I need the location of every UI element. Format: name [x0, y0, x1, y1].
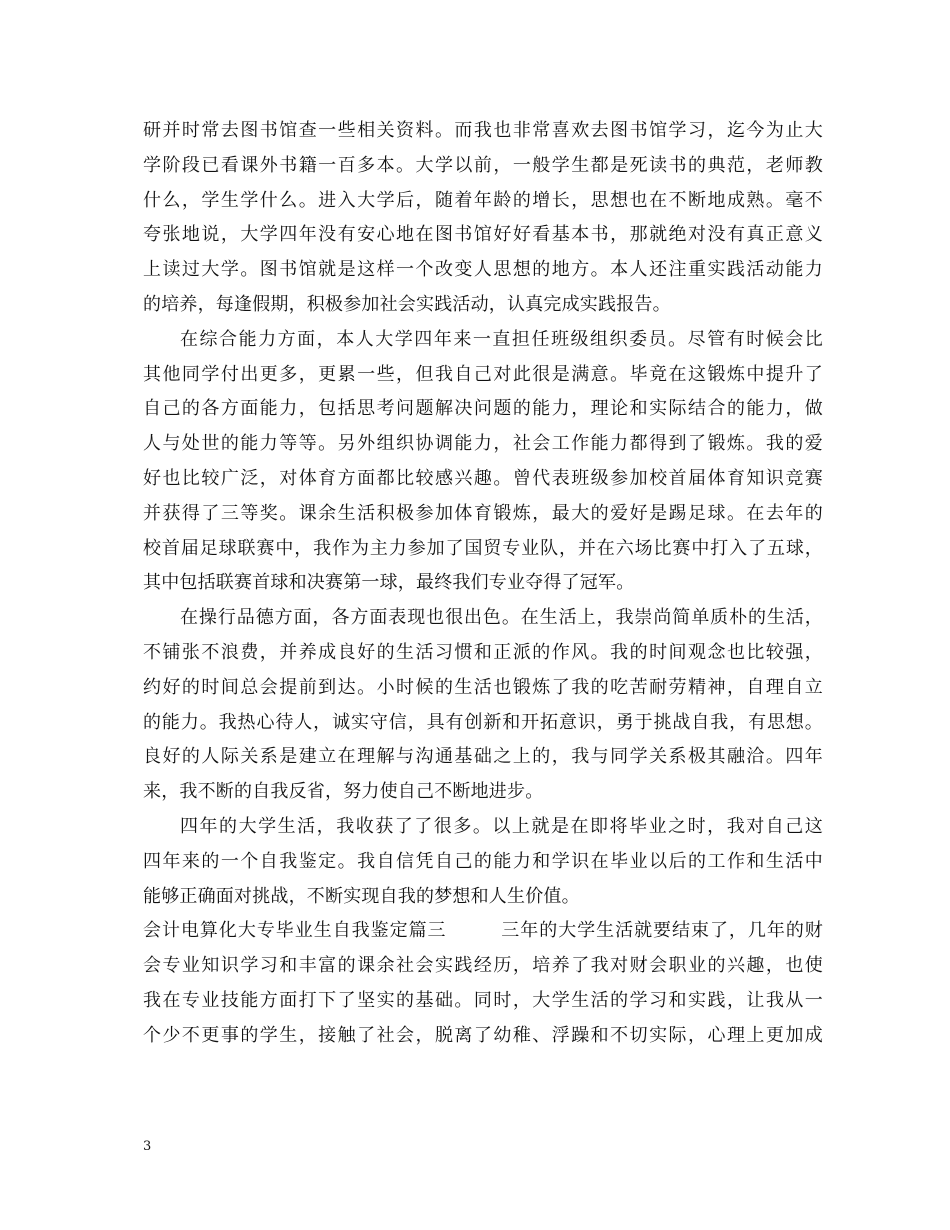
paragraph-first-line: 四年的大学生活，我收获了了很多。以上就是在即将毕业之时，我对自己这: [180, 815, 823, 837]
text-line: 好也比较广泛，对体育方面都比较感兴趣。曾代表班级参加校首届体育知识竞赛: [143, 467, 823, 489]
paragraph-first-line: 在综合能力方面，本人大学四年来一直担任班级组织委员。尽管有时候会比: [180, 328, 823, 350]
section-heading: 会计电算化大专毕业生自我鉴定篇三: [143, 920, 447, 942]
paragraph-first-line: 在操行品德方面，各方面表现也很出色。在生活上，我崇尚简单质朴的生活，: [180, 607, 823, 629]
text-line: 良好的人际关系是建立在理解与沟通基础之上的，我与同学关系极其融洽。四年: [143, 746, 823, 768]
text-line: 自己的各方面能力，包括思考问题解决问题的能力，理论和实际结合的能力，做: [143, 398, 823, 420]
text-line: 其中包括联赛首球和决赛第一球，最终我们专业夺得了冠军。: [143, 572, 635, 594]
section-heading-line: [143, 914, 823, 949]
section-first-sentence: 三年的大学生活就要结束了，几年的财: [500, 920, 823, 942]
text-line: 会专业知识学习和丰富的课余社会实践经历，培养了我对财会职业的兴趣，也使: [143, 955, 823, 977]
text-line: 约好的时间总会提前到达。小时候的生活也锻炼了我的吃苦耐劳精神，自理自立: [143, 676, 823, 698]
text-line: 夸张地说，大学四年没有安心地在图书馆好好看基本书，那就绝对没有真正意义: [143, 224, 823, 246]
text-line: 并获得了三等奖。课余生活积极参加体育锻炼，最大的爱好是踢足球。在去年的: [143, 502, 823, 524]
text-line: 四年来的一个自我鉴定。我自信凭自己的能力和学识在毕业以后的工作和生活中: [143, 850, 823, 872]
text-line: 的培养，每逢假期，积极参加社会实践活动，认真完成实践报告。: [143, 293, 671, 315]
text-line: 我在专业技能方面打下了坚实的基础。同时，大学生活的学习和实践，让我从一: [143, 989, 823, 1011]
text-line: 不铺张不浪费，并养成良好的生活习惯和正派的作风。我的时间观念也比较强，: [143, 641, 823, 663]
text-line: 学阶段已看课外书籍一百多本。大学以前，一般学生都是死读书的典范，老师教: [143, 154, 823, 176]
text-line: 能够正确面对挑战，不断实现自我的梦想和人生价值。: [143, 885, 580, 907]
text-line: 校首届足球联赛中，我作为主力参加了国贸专业队，并在六场比赛中打入了五球，: [143, 537, 823, 559]
text-line: 个少不更事的学生，接触了社会，脱离了幼稚、浮躁和不切实际，心理上更加成: [143, 1024, 823, 1046]
page-number: 3: [143, 1139, 152, 1154]
text-line: 人与处世的能力等等。另外组织协调能力，社会工作能力都得到了锻炼。我的爱: [143, 433, 823, 455]
text-line: 什么，学生学什么。进入大学后，随着年龄的增长，思想也在不断地成熟。毫不: [143, 189, 823, 211]
text-line: 来，我不断的自我反省，努力使自己不断地进步。: [143, 781, 544, 803]
body-text: [143, 114, 823, 1054]
text-line: 上读过大学。图书馆就是这样一个改变人思想的地方。本人还注重实践活动能力: [143, 259, 823, 281]
text-line: 其他同学付出更多，更累一些，但我自己对此很是满意。毕竟在这锻炼中提升了: [143, 363, 823, 385]
text-line: 研并时常去图书馆查一些相关资料。而我也非常喜欢去图书馆学习，迄今为止大: [143, 120, 823, 141]
text-line: 的能力。我热心待人，诚实守信，具有创新和开拓意识，勇于挑战自我，有思想。: [143, 711, 823, 733]
